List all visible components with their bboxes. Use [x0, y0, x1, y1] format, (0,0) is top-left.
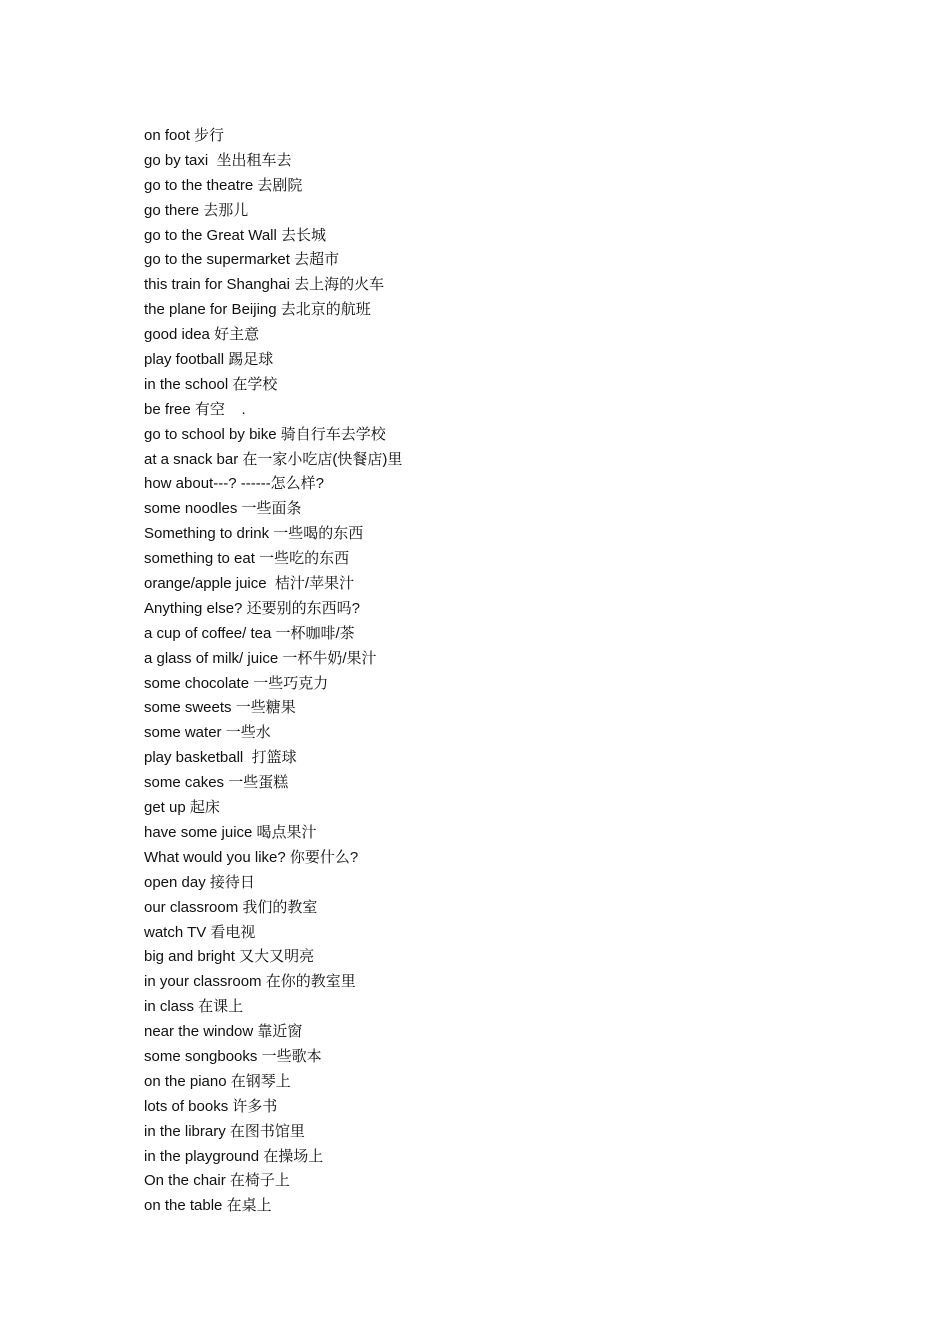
vocab-line: go by taxi 坐出租车去 [144, 151, 292, 169]
vocab-line: on the piano 在钢琴上 [144, 1072, 291, 1090]
vocab-line: some cakes 一些蛋糕 [144, 774, 289, 792]
vocab-line: at a snack bar 在一家小吃店(快餐店)里 [144, 450, 403, 468]
vocab-line: On the chair 在椅子上 [144, 1172, 290, 1190]
vocab-line: in the playground 在操场上 [144, 1147, 324, 1165]
vocab-line: Something to drink 一些喝的东西 [144, 525, 364, 543]
vocab-line: go there 去那儿 [144, 201, 249, 219]
vocab-line: be free 有空 . [144, 400, 246, 418]
vocab-line: in your classroom 在你的教室里 [144, 973, 356, 991]
vocab-line: big and bright 又大又明亮 [144, 948, 315, 966]
vocab-line: good idea 好主意 [144, 326, 260, 344]
vocab-line: some sweets 一些糖果 [144, 699, 296, 717]
vocab-line: go to the supermarket 去超市 [144, 251, 340, 269]
vocab-line: play basketball 打篮球 [144, 749, 297, 767]
vocab-line: go to the theatre 去剧院 [144, 176, 303, 194]
vocab-line: in class 在课上 [144, 998, 244, 1016]
vocab-line: this train for Shanghai 去上海的火车 [144, 276, 385, 294]
vocabulary-list [144, 124, 402, 1219]
vocab-line: some chocolate 一些巧克力 [144, 674, 329, 692]
vocab-line: on the table 在桌上 [144, 1197, 272, 1215]
vocab-line: in the library 在图书馆里 [144, 1122, 305, 1140]
vocab-line: our classroom 我们的教室 [144, 898, 318, 916]
vocab-line: how about---? ------怎么样? [144, 475, 325, 493]
vocab-line: open day 接待日 [144, 873, 255, 891]
vocab-line: orange/apple juice 桔汁/苹果汁 [144, 575, 355, 593]
vocab-line: play football 踢足球 [144, 351, 274, 369]
vocab-line: lots of books 许多书 [144, 1097, 278, 1115]
vocab-line: near the window 靠近窗 [144, 1023, 303, 1041]
vocab-line: some songbooks 一些歌本 [144, 1047, 322, 1065]
vocab-line: a glass of milk/ juice 一杯牛奶/果汁 [144, 649, 377, 667]
vocab-line: a cup of coffee/ tea 一杯咖啡/茶 [144, 624, 355, 642]
vocab-line: something to eat 一些吃的东西 [144, 550, 350, 568]
vocab-line: What would you like? 你要什么? [144, 848, 359, 866]
vocab-line: get up 起床 [144, 799, 220, 817]
vocab-line: some noodles 一些面条 [144, 500, 302, 518]
vocab-line: some water 一些水 [144, 724, 271, 742]
vocab-line: have some juice 喝点果汁 [144, 823, 317, 841]
vocab-line: watch TV 看电视 [144, 923, 256, 941]
vocab-line: Anything else? 还要别的东西吗? [144, 599, 360, 617]
vocab-line: go to school by bike 骑自行车去学校 [144, 425, 386, 443]
vocab-line: in the school 在学校 [144, 375, 278, 393]
vocab-line: the plane for Beijing 去北京的航班 [144, 301, 371, 319]
vocab-line: go to the Great Wall 去长城 [144, 226, 327, 244]
vocab-line: on foot 步行 [144, 127, 225, 144]
